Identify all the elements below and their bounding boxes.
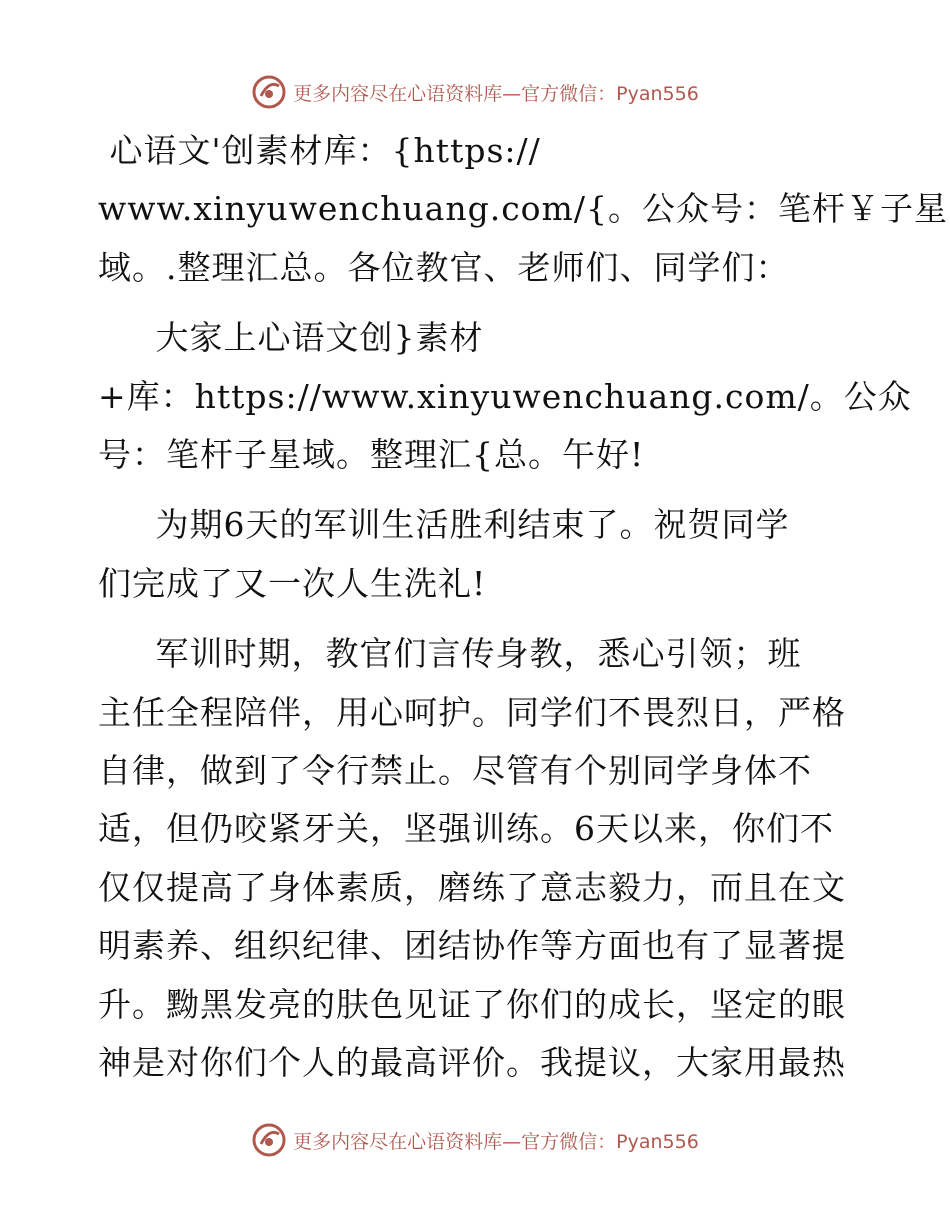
text-line: 域。.整理汇总。各位教官、老师们、同学们： (98, 247, 790, 287)
text-line: 明素养、组织纪律、团结协作等方面也有了显著提 (98, 926, 846, 966)
text-line: 军训时期，教官们言传身教，悉心引领；班 (98, 634, 802, 674)
text-line: 号：笔杆子星域。整理汇{总。午好! (98, 435, 645, 475)
text-line: 适，但仍咬紧牙关，坚强训练。6天以来，你们不 (98, 809, 834, 849)
text-line: +库：https://www.xinyuwenchuang.com/。公众 (98, 376, 912, 416)
text-line: 大家上心语文创}素材 (98, 318, 484, 358)
text-line: 升。黝黑发亮的肤色见证了你们的成长，坚定的眼 (98, 984, 846, 1024)
text-line: 为期6天的军训生活胜利结束了。祝贺同学 (98, 505, 790, 545)
text-line: 主任全程陪伴，用心呵护。同学们不畏烈日，严格 (98, 692, 846, 732)
text-line: 神是对你们个人的最高评价。我提议，大家用最热 (98, 1043, 846, 1083)
paragraph-3 (98, 496, 858, 613)
footer-banner-text: 更多内容尽在心语资料库—官方微信：Pyan556 (293, 1130, 699, 1153)
paragraph-2 (98, 309, 912, 484)
text-line: 仅仅提高了身体素质，磨练了意志毅力，而且在文 (98, 867, 846, 907)
text-line: www.xinyuwenchuang.com/{。公众号：笔杆￥子星 (98, 189, 948, 229)
text-line: 心语文'创素材库：{https:// (98, 131, 541, 170)
brand-logo-icon (251, 74, 287, 110)
document-body (98, 122, 948, 1093)
paragraph-1 (98, 122, 948, 297)
text-line: 自律，做到了令行禁止。尽管有个别同学身体不 (98, 751, 812, 791)
paragraph-4 (98, 625, 858, 1092)
header-banner (0, 70, 950, 114)
footer-banner (0, 1118, 950, 1162)
header-banner-text: 更多内容尽在心语资料库—官方微信：Pyan556 (293, 82, 699, 105)
text-line: 们完成了又一次人生洗礼! (98, 563, 487, 603)
brand-logo-icon (251, 1122, 287, 1158)
